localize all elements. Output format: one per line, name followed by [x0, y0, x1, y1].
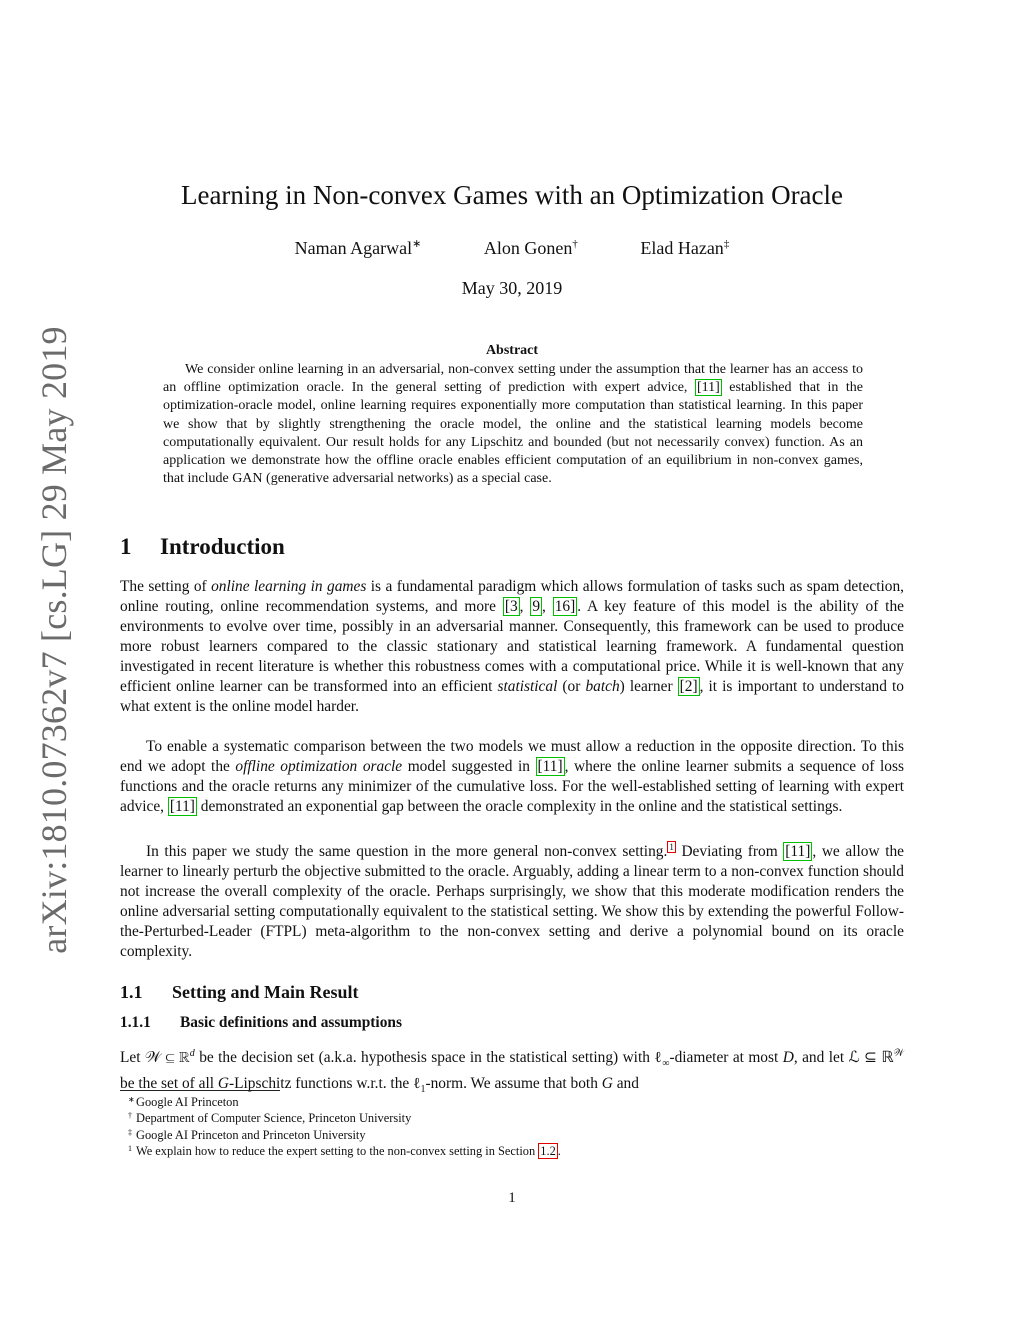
- footnotes: [128, 1094, 896, 1160]
- citation-link[interactable]: [3: [504, 598, 518, 615]
- citation-link[interactable]: 16]: [554, 598, 576, 615]
- abstract-text: We consider online learning in an adversarial, non-convex setting under the assumption that the learner has an access to an offline optimization oracle. In the general setting of prediction with expert advice, [11] established that in the optimization-oracle model, online learning requires exponentially more computation than statistical learning. In this paper we show that by slightly strengthening the oracle model, the online and the statistical learning models become computationally equivalent. Our result holds for any Lipschitz and bounded (but not necessarily convex) function. As an application we demonstrate how the offline oracle enables efficient computation of an equilibrium in non-convex games, that include GAN (generative adversarial networks) as a special case.: [163, 362, 863, 487]
- citation-link[interactable]: 9: [532, 598, 541, 615]
- section-heading-introduction: 1 Introduction: [120, 534, 285, 559]
- citation-link[interactable]: [11]: [537, 758, 563, 775]
- footnote-item: † Department of Computer Science, Princeton University: [128, 1111, 412, 1126]
- author-1: Naman Agarwal∗: [294, 238, 422, 258]
- footnote-item: ‡ Google AI Princeton and Princeton University: [128, 1127, 366, 1142]
- citation-link[interactable]: [11]: [696, 380, 720, 396]
- abstract-heading: Abstract: [485, 343, 539, 358]
- intro-paragraph-1: The setting of online learning in games is a fundamental paradigm which allows formulation of tasks such as spam detection, online routing, online recommendation systems, and more [3 , 9 , 16] . A key feature of this model is the ability of the environments to evolve over time, possibly in an adversarial manner. Consequently, this framework can be used to produce more robust learners compared to the classic stationary and statistical learning framework. A fundamental question investigated in recent literature is whether this robustness comes with a computational price. While it is well-known that any efficient online learner can be transformed into an efficient statistical (or batch) learner [2] , it is important to understand to what extent is the online model harder.: [120, 578, 904, 715]
- paper-title: Learning in Non-convex Games with an Optimization Oracle: [180, 180, 844, 210]
- intro-paragraph-3: In this paper we study the same question in the more general non-convex setting. $^1$ Deviating from [11] , we allow the learner to linearly perturb the objective submitted to the oracle. Arguably, adding a linear term to a non-convex function should not increase the overall complexity of the oracle. Perhaps surprisingly, we show that this moderate modification renders the online adversarial setting computationally equivalent to the statistical setting. We show this by extending the powerful Follow-the-Perturbed-Leader (FTPL) meta-algorithm to the non-convex setting and derive a polynomial bound on its oracle complexity.: [120, 842, 904, 961]
- section-ref-link[interactable]: 1.2: [540, 1144, 556, 1159]
- citation-link[interactable]: [11]: [785, 843, 811, 861]
- footnote-item: 1 We explain how to reduce the expert setting to the non-convex setting in Section 1.2 .: [128, 1144, 561, 1159]
- definitions-paragraph: Let 𝒲 ⊆ ℝ$^d$ be the decision set (a.k.a. hypothesis space in the statistical setting) with ℓ$_\infty$-diameter at most D, and let ℒ ⊆ ℝ$^𝒲$ be the set of all G-Lipschitz functions w.r.t. the ℓ$_1$-norm. We assume that both G and: [120, 1048, 904, 1096]
- author-3: Elad Hazan‡: [640, 238, 730, 258]
- intro-paragraph-2: To enable a systematic comparison between the two models we must allow a reduction in the opposite direction. To this end we adopt the offline optimization oracle model suggested in [11] , where the online learner submits a sequence of loss functions and the oracle returns any minimizer of the cumulative loss. For the well-established setting of learning with expert advice, [11] demonstrated an exponential gap between the oracle complexity in the online and the statistical settings.: [120, 738, 904, 815]
- page-number: 1: [508, 1190, 516, 1206]
- subsubsection-heading: 1.1.1 Basic definitions and assumptions: [120, 1014, 402, 1031]
- footnote-link[interactable]: 1: [669, 842, 674, 852]
- subsection-heading: 1.1 Setting and Main Result: [120, 982, 359, 1002]
- footnote-item: ∗ Google AI Princeton: [128, 1095, 239, 1109]
- citation-link[interactable]: [11]: [169, 798, 195, 815]
- author-2: Alon Gonen†: [483, 238, 578, 258]
- footnote-divider: [120, 1090, 280, 1091]
- author-list: [0, 237, 1024, 259]
- paper-date: May 30, 2019: [461, 278, 563, 298]
- citation-link[interactable]: [2]: [679, 678, 698, 695]
- arxiv-identifier: arXiv:1810.07362v7 [cs.LG] 29 May 2019: [34, 326, 74, 954]
